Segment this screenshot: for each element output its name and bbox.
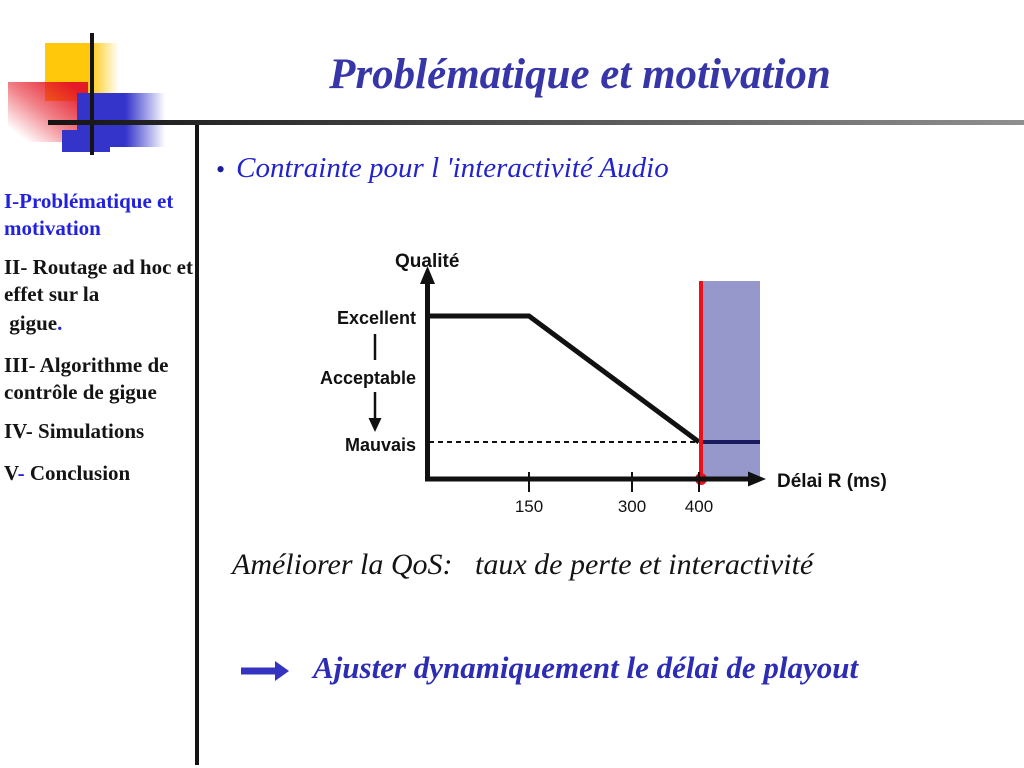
label-excellent: Excellent — [336, 308, 416, 328]
sidebar-item-conclusion — [4, 460, 194, 487]
sidebar-divider-line — [195, 125, 199, 765]
sidebar-item-routage: II- Routage ad hoc et effet sur la — [4, 255, 193, 307]
label-mauvais: Mauvais — [344, 435, 416, 455]
quality-delay-chart — [300, 240, 920, 530]
bullet-line — [216, 152, 669, 185]
tick-label-300: 300 — [617, 497, 647, 516]
sidebar-gigue-word: gigue — [4, 311, 58, 335]
conclusion-statement: Ajuster dynamiquement le délai de playout — [313, 650, 859, 685]
quality-curve — [428, 316, 700, 442]
conclusion-roman: V — [4, 461, 18, 485]
conclusion-word: Conclusion — [24, 461, 131, 485]
tick-label-400: 400 — [684, 497, 714, 516]
logo-vertical-line — [90, 33, 94, 155]
right-arrow-icon — [241, 661, 289, 681]
bullet-icon: • — [216, 155, 226, 184]
y-axis-title: Qualité — [395, 251, 460, 272]
x-axis-title: Délai R (ms) — [777, 471, 887, 492]
label-acceptable: Acceptable — [319, 368, 416, 388]
logo-blue-step-square — [62, 130, 110, 152]
sidebar-item-simulations: IV- Simulations — [4, 419, 145, 443]
down-arrow-head-icon — [369, 418, 382, 432]
conclusion-dash: - — [17, 461, 25, 485]
shaded-region — [703, 281, 760, 479]
sidebar-gigue-dot: . — [57, 311, 63, 335]
sidebar-item-algorithme: III- Algorithme de contrôle de gigue — [4, 353, 169, 405]
tick-label-150: 150 — [514, 497, 544, 516]
qos-statement: Améliorer la QoS: taux de perte et interactivité — [232, 548, 814, 581]
sidebar-item-gigue — [4, 310, 194, 337]
page-title: Problématique et motivation — [329, 51, 831, 98]
bullet-text: Contrainte pour l 'interactivité Audio — [236, 152, 669, 184]
sidebar-item-problematique: I-Problématique et motivation — [4, 189, 174, 241]
